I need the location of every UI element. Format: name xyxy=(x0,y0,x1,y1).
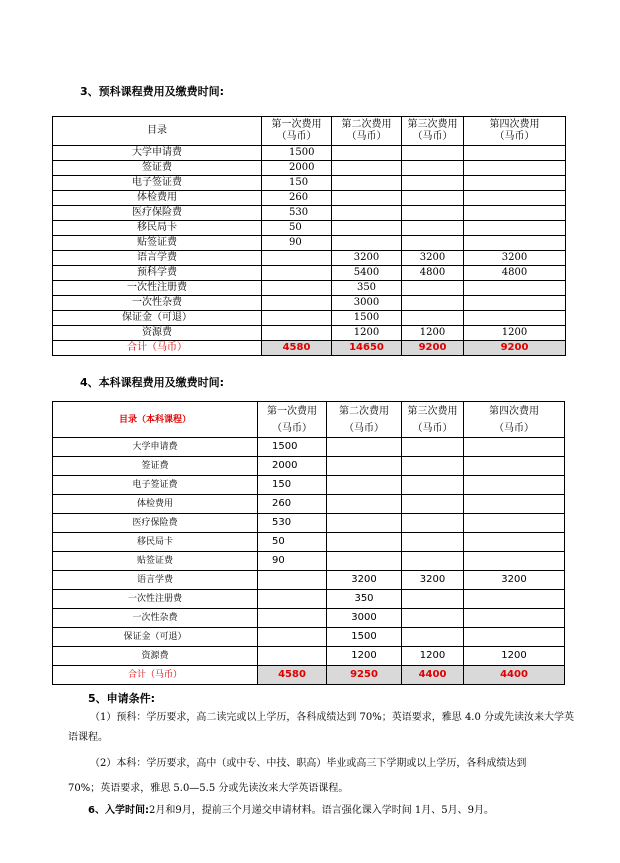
column-header-payment-1 xyxy=(262,117,332,146)
foundation-requirements-cont: 语课程。 xyxy=(68,732,108,743)
fee-cell xyxy=(464,161,566,176)
fee-cell xyxy=(332,146,402,161)
header-label: 目录（本科课程） xyxy=(118,414,191,425)
header-unit: （马币） xyxy=(276,131,317,142)
fee-cell xyxy=(464,457,565,476)
row-label: 医疗保险费 xyxy=(53,514,258,533)
row-label: 大学申请费 xyxy=(53,146,262,161)
row-label: 签证费 xyxy=(53,457,258,476)
fee-cell xyxy=(402,236,464,251)
total-value: 4580 xyxy=(262,341,332,356)
table-header-row xyxy=(53,402,565,438)
fee-cell: 50 xyxy=(258,533,327,552)
header-label: 第二次费用 xyxy=(341,119,392,130)
total-value: 4400 xyxy=(402,666,464,685)
header-unit: （马币） xyxy=(272,422,312,434)
undergraduate-fee-table xyxy=(52,401,565,685)
fee-cell xyxy=(332,206,402,221)
undergraduate-requirements-cont: 70%；英语要求，雅思 5.0—5.5 分或先读汝来大学英语课程。 xyxy=(68,783,349,794)
row-label: 一次性杂费 xyxy=(53,609,258,628)
fee-cell xyxy=(464,236,566,251)
fee-cell xyxy=(464,191,566,206)
fee-cell: 3000 xyxy=(327,609,402,628)
row-label: 语言学费 xyxy=(53,571,258,590)
table-row xyxy=(53,266,566,281)
fee-cell xyxy=(402,552,464,571)
intake-paragraph xyxy=(88,804,494,818)
fee-cell: 350 xyxy=(332,281,402,296)
fee-cell: 1500 xyxy=(262,146,332,161)
fee-cell xyxy=(402,161,464,176)
row-label: 保证金（可退） xyxy=(53,628,258,647)
fee-cell xyxy=(402,311,464,326)
fee-cell: 260 xyxy=(262,191,332,206)
header-label: 第三次费用 xyxy=(407,405,458,417)
section5-title: 5、申请条件: xyxy=(88,692,156,705)
section4-title: 4、本科课程费用及缴费时间: xyxy=(80,376,225,389)
total-value: 4580 xyxy=(258,666,327,685)
header-label: 目录 xyxy=(147,125,167,136)
fee-cell xyxy=(332,221,402,236)
fee-cell xyxy=(327,457,402,476)
fee-cell xyxy=(464,514,565,533)
table-row xyxy=(53,236,566,251)
fee-cell xyxy=(402,281,464,296)
table-row xyxy=(53,161,566,176)
total-row xyxy=(53,341,566,356)
column-header-payment-2 xyxy=(327,402,402,438)
fee-cell xyxy=(402,514,464,533)
header-unit: （马币） xyxy=(344,422,384,434)
fee-cell: 1500 xyxy=(327,628,402,647)
fee-cell: 3200 xyxy=(327,571,402,590)
fee-cell xyxy=(402,533,464,552)
fee-cell xyxy=(327,438,402,457)
table-row xyxy=(53,191,566,206)
fee-cell xyxy=(464,609,565,628)
row-label: 移民局卡 xyxy=(53,533,258,552)
fee-cell xyxy=(402,495,464,514)
row-label: 一次性注册费 xyxy=(53,281,262,296)
table-row xyxy=(53,590,565,609)
table-row xyxy=(53,552,565,571)
fee-cell xyxy=(464,281,566,296)
table-row xyxy=(53,571,565,590)
intake-text: 2月和9月，提前三个月递交申请材料。语言强化课入学时间 1月、5月、9月。 xyxy=(148,805,494,816)
row-label: 贴签证费 xyxy=(53,236,262,251)
header-label: 第四次费用 xyxy=(489,119,540,130)
fee-cell: 90 xyxy=(258,552,327,571)
row-label: 体检费用 xyxy=(53,495,258,514)
fee-cell xyxy=(327,552,402,571)
column-header-category xyxy=(53,117,262,146)
fee-cell xyxy=(464,146,566,161)
fee-cell: 4800 xyxy=(464,266,566,281)
table-row xyxy=(53,457,565,476)
total-label: 合计（马币） xyxy=(53,666,258,685)
fee-cell xyxy=(464,438,565,457)
table-row xyxy=(53,495,565,514)
fee-cell: 530 xyxy=(262,206,332,221)
fee-cell xyxy=(402,438,464,457)
table-row xyxy=(53,221,566,236)
header-unit: （马币） xyxy=(412,422,453,434)
header-unit: （马币） xyxy=(412,131,453,142)
row-label: 语言学费 xyxy=(53,251,262,266)
table-row xyxy=(53,438,565,457)
fee-cell: 1500 xyxy=(258,438,327,457)
table-row xyxy=(53,476,565,495)
fee-cell: 1200 xyxy=(402,647,464,666)
fee-cell xyxy=(258,590,327,609)
column-header-payment-4 xyxy=(464,117,566,146)
fee-cell: 50 xyxy=(262,221,332,236)
fee-cell xyxy=(464,628,565,647)
fee-cell xyxy=(327,476,402,495)
foundation-fee-table xyxy=(52,116,566,356)
row-label: 签证费 xyxy=(53,161,262,176)
table-row xyxy=(53,514,565,533)
fee-cell xyxy=(464,176,566,191)
fee-cell xyxy=(464,221,566,236)
fee-cell xyxy=(464,476,565,495)
fee-cell: 2000 xyxy=(258,457,327,476)
fee-cell xyxy=(402,176,464,191)
row-label: 大学申请费 xyxy=(53,438,258,457)
table-row xyxy=(53,628,565,647)
table-row xyxy=(53,146,566,161)
column-header-category xyxy=(53,402,258,438)
row-label: 电子签证费 xyxy=(53,476,258,495)
fee-cell: 530 xyxy=(258,514,327,533)
row-label: 预科学费 xyxy=(53,266,262,281)
header-unit: （马币） xyxy=(346,131,387,142)
fee-cell xyxy=(258,609,327,628)
table-row xyxy=(53,281,566,296)
fee-cell xyxy=(402,628,464,647)
fee-cell xyxy=(402,191,464,206)
header-label: 第四次费用 xyxy=(489,405,539,417)
row-label: 贴签证费 xyxy=(53,552,258,571)
column-header-payment-2 xyxy=(332,117,402,146)
fee-cell xyxy=(262,251,332,266)
total-value: 9200 xyxy=(402,341,464,356)
column-header-payment-3 xyxy=(402,117,464,146)
fee-cell xyxy=(262,281,332,296)
fee-cell: 1500 xyxy=(332,311,402,326)
fee-cell xyxy=(402,206,464,221)
fee-cell: 260 xyxy=(258,495,327,514)
fee-cell: 3200 xyxy=(464,251,566,266)
table-row xyxy=(53,296,566,311)
fee-cell xyxy=(262,266,332,281)
row-label: 一次性注册费 xyxy=(53,590,258,609)
table-row xyxy=(53,206,566,221)
total-label: 合计（马币） xyxy=(53,341,262,356)
fee-cell: 1200 xyxy=(464,647,565,666)
header-label: 第一次费用 xyxy=(271,119,322,130)
fee-cell: 90 xyxy=(262,236,332,251)
column-header-payment-4 xyxy=(464,402,565,438)
fee-cell: 1200 xyxy=(402,326,464,341)
fee-cell: 3200 xyxy=(402,251,464,266)
header-unit: （马币） xyxy=(494,422,534,434)
fee-cell xyxy=(464,533,565,552)
fee-cell: 1200 xyxy=(332,326,402,341)
fee-cell xyxy=(332,176,402,191)
fee-cell: 2000 xyxy=(262,161,332,176)
fee-cell: 5400 xyxy=(332,266,402,281)
column-header-payment-1 xyxy=(258,402,327,438)
fee-cell xyxy=(464,495,565,514)
fee-cell: 3200 xyxy=(464,571,565,590)
fee-cell: 3000 xyxy=(332,296,402,311)
total-value: 14650 xyxy=(332,341,402,356)
fee-cell: 1200 xyxy=(464,326,566,341)
row-label: 资源费 xyxy=(53,647,258,666)
fee-cell xyxy=(258,571,327,590)
section3-title: 3、预科课程费用及缴费时间: xyxy=(80,85,225,98)
total-value: 9250 xyxy=(327,666,402,685)
fee-cell xyxy=(464,296,566,311)
fee-cell: 4800 xyxy=(402,266,464,281)
row-label: 移民局卡 xyxy=(53,221,262,236)
fee-cell xyxy=(464,311,566,326)
fee-cell xyxy=(402,296,464,311)
fee-cell xyxy=(402,221,464,236)
fee-cell xyxy=(258,628,327,647)
table-row xyxy=(53,533,565,552)
fee-cell xyxy=(402,146,464,161)
total-value: 9200 xyxy=(464,341,566,356)
fee-cell xyxy=(327,495,402,514)
row-label: 体检费用 xyxy=(53,191,262,206)
table-row xyxy=(53,176,566,191)
total-value: 4400 xyxy=(464,666,565,685)
row-label: 电子签证费 xyxy=(53,176,262,191)
fee-cell xyxy=(262,296,332,311)
fee-cell xyxy=(464,552,565,571)
table-row xyxy=(53,251,566,266)
fee-cell: 150 xyxy=(258,476,327,495)
fee-cell: 1200 xyxy=(327,647,402,666)
fee-cell xyxy=(262,326,332,341)
fee-cell xyxy=(262,311,332,326)
table-row xyxy=(53,609,565,628)
row-label: 医疗保险费 xyxy=(53,206,262,221)
fee-cell: 350 xyxy=(327,590,402,609)
fee-cell xyxy=(464,590,565,609)
fee-cell xyxy=(332,191,402,206)
fee-cell: 3200 xyxy=(332,251,402,266)
column-header-payment-3 xyxy=(402,402,464,438)
row-label: 资源费 xyxy=(53,326,262,341)
header-label: 第二次费用 xyxy=(339,405,389,417)
fee-cell xyxy=(258,647,327,666)
fee-cell xyxy=(327,533,402,552)
fee-cell xyxy=(402,609,464,628)
section6-title: 6、入学时间: xyxy=(88,805,149,816)
fee-cell: 3200 xyxy=(402,571,464,590)
fee-cell xyxy=(332,236,402,251)
fee-cell xyxy=(464,206,566,221)
fee-cell xyxy=(402,457,464,476)
fee-cell xyxy=(332,161,402,176)
row-label: 一次性杂费 xyxy=(53,296,262,311)
table-row xyxy=(53,326,566,341)
table-row xyxy=(53,647,565,666)
total-row xyxy=(53,666,565,685)
fee-cell xyxy=(327,514,402,533)
row-label: 保证金（可退） xyxy=(53,311,262,326)
fee-cell xyxy=(402,476,464,495)
fee-cell xyxy=(402,590,464,609)
fee-cell: 150 xyxy=(262,176,332,191)
foundation-requirements: （1）预科：学历要求，高二读完或以上学历，各科成绩达到 70%；英语要求，雅思 4.0 分或先读汝来大学英 xyxy=(90,712,575,723)
header-unit: （马币） xyxy=(494,131,535,142)
table-row xyxy=(53,311,566,326)
header-label: 第一次费用 xyxy=(267,405,317,417)
undergraduate-requirements: （2）本科：学历要求，高中（或中专、中技、职高）毕业或高三下学期或以上学历，各科成绩达到 xyxy=(90,758,527,769)
header-label: 第三次费用 xyxy=(407,119,458,130)
table-header-row xyxy=(53,117,566,146)
